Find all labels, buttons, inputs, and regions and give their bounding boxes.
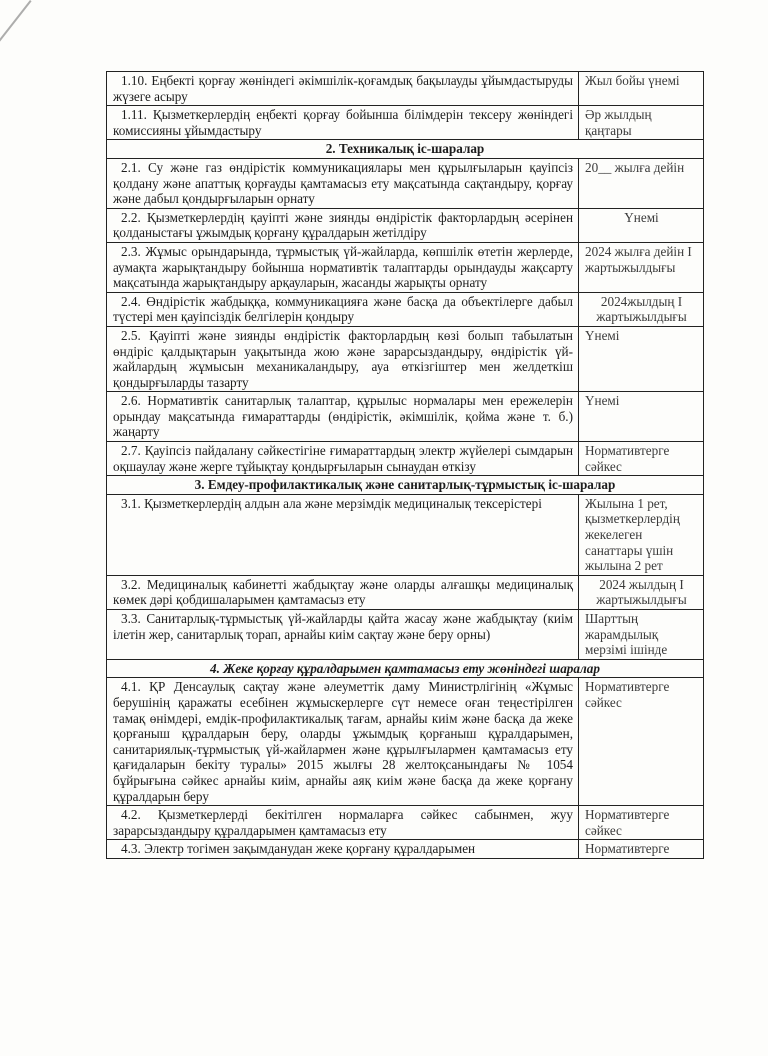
section-title: 2. Техникалық іс-шаралар xyxy=(107,140,704,159)
measure-text: 3.3. Санитарлық-тұрмыстық үй-жайларды қайта жасау және жабдықтау (киім ілетін жер, санитарлық торап, арнайы киім сақтау және беру орны) xyxy=(107,610,579,660)
measure-text: 4.2. Қызметкерлерді бекітілген нормаларға сәйкес сабынмен, жуу зарарсыздандыру құралдарымен қамтамасыз ету xyxy=(107,806,579,840)
term-cell: Нормативтерге xyxy=(579,840,704,859)
measures-table xyxy=(106,71,704,859)
table-row xyxy=(107,242,704,292)
term-cell: Үнемі xyxy=(579,392,704,442)
table-row xyxy=(107,208,704,242)
section-title: 4. Жеке қорғау құралдарымен қамтамасыз ету жөніндегі шаралар xyxy=(107,659,704,678)
term-cell: Шарттың жарамдылық мерзімі ішінде xyxy=(579,610,704,660)
table-row xyxy=(107,326,704,391)
table-row xyxy=(107,840,704,859)
measure-text: 1.11. Қызметкерлердің еңбекті қорғау бойынша білімдерін тексеру жөніндегі комиссияны ұйымдастыру xyxy=(107,106,579,140)
measure-text: 2.4. Өндірістік жабдыққа, коммуникацияға және басқа да объектілерге дабыл түстері мен қауіпсіздік белгілерін қондыру xyxy=(107,292,579,326)
section-header-row xyxy=(107,140,704,159)
table-row xyxy=(107,494,704,575)
measure-text: 2.6. Нормативтік санитарлық талаптар, құрылыс нормалары мен ережелерін орындау мақсатында ғимараттарды (өндірістік, әкімшілік, қойма және т. б.) жаңарту xyxy=(107,392,579,442)
table-row xyxy=(107,72,704,106)
measure-text: 2.5. Қауіпті және зиянды өндірістік факторлардың көзі болып табылатын өндіріс қалдықтарын уақытында жою және зарарсыздандыру, өндірістік үй-жайлардың жұмысын механикаландыру, ауа өткізгіштер мен желдеткіш қондырғыларды тазарту xyxy=(107,326,579,391)
table-row xyxy=(107,106,704,140)
term-cell: Нормативтерге сәйкес xyxy=(579,806,704,840)
table-row xyxy=(107,292,704,326)
table-row xyxy=(107,678,704,806)
term-cell: Нормативтерге сәйкес xyxy=(579,442,704,476)
term-cell: Әр жылдың қаңтары xyxy=(579,106,704,140)
measure-text: 3.1. Қызметкерлердің алдын ала және мерзімдік медициналық тексерістері xyxy=(107,494,579,575)
section-header-row xyxy=(107,659,704,678)
scan-artifact-line xyxy=(0,0,32,63)
term-cell: Үнемі xyxy=(579,326,704,391)
term-cell: Жылына 1 рет, қызметкерлердің жекелеген санаттары үшін жылына 2 рет xyxy=(579,494,704,575)
section-header-row xyxy=(107,476,704,495)
term-cell: Үнемі xyxy=(579,208,704,242)
measure-text: 1.10. Еңбекті қорғау жөніндегі әкімшілік-қоғамдық бақылауды ұйымдастыруды жүзеге асыру xyxy=(107,72,579,106)
measure-text: 4.1. ҚР Денсаулық сақтау және әлеуметтік даму Министрлігінің «Жұмыс берушінің қаражаты есебінен жұмыскерлерге сүт немесе оған теңестірілген тамақ өнімдері, емдік-профилактикалық тағам, арнайы киім және басқа да жеке қорғаныш құралдарын беру, оларды ұжымдық қорғаныш құралдарымен, санитариялық-тұрмыстық үй-жайлармен және құрылғылармен қамтамасыз ету қағидаларын бекіту туралы» 2015 жылғы 28 желтоқсанындағы № 1054 бұйрығына сәйкес арнайы киім, арнайы аяқ киім және басқа да жеке қорғану құралдарын беру xyxy=(107,678,579,806)
term-cell: 2024 жылға дейін І жартыжылдығы xyxy=(579,242,704,292)
measure-text: 2.2. Қызметкерлердің қауіпті және зиянды өндірістік факторлардың әсерінен қолданыстағы ұжымдық қорғану құралдарын жетілдіру xyxy=(107,208,579,242)
table-row xyxy=(107,392,704,442)
table-row xyxy=(107,158,704,208)
table-row xyxy=(107,806,704,840)
term-cell: Нормативтерге сәйкес xyxy=(579,678,704,806)
table-row xyxy=(107,575,704,609)
measure-text: 2.3. Жұмыс орындарында, тұрмыстық үй-жайларда, көпшілік өтетін жерлерде, аумақта жарықтандыру бойынша нормативтік талаптарды орындауды жақсарту мақсатында жарықтандыру арқауларын, жасанды жарықты орнату xyxy=(107,242,579,292)
table-row xyxy=(107,610,704,660)
table-row xyxy=(107,442,704,476)
measure-text: 3.2. Медициналық кабинетті жабдықтау және оларды алғашқы медициналық көмек дәрі қобдишаларымен қамтамасыз ету xyxy=(107,575,579,609)
term-cell: 2024жылдың І жартыжылдығы xyxy=(579,292,704,326)
section-title: 3. Емдеу-профилактикалық және санитарлық-тұрмыстық іс-шаралар xyxy=(107,476,704,495)
term-cell: 20__ жылға дейін xyxy=(579,158,704,208)
term-cell: 2024 жылдың І жартыжылдығы xyxy=(579,575,704,609)
measure-text: 2.1. Су және газ өндірістік коммуникациялары мен құрылғыларын қауіпсіз қолдану және апаттық қорғауды қамтамасыз ету мақсатында сақтандыру, қорғау және дабыл қондырғыларын орнату xyxy=(107,158,579,208)
term-cell: Жыл бойы үнемі xyxy=(579,72,704,106)
measure-text: 4.3. Электр тогімен зақымданудан жеке қорғану құралдарымен xyxy=(107,840,579,859)
measure-text: 2.7. Қауіпсіз пайдалану сәйкестігіне ғимараттардың электр жүйелері сымдарын оқшаулау және жерге тұйықтау қондырғыларын сынаудан өткізу xyxy=(107,442,579,476)
